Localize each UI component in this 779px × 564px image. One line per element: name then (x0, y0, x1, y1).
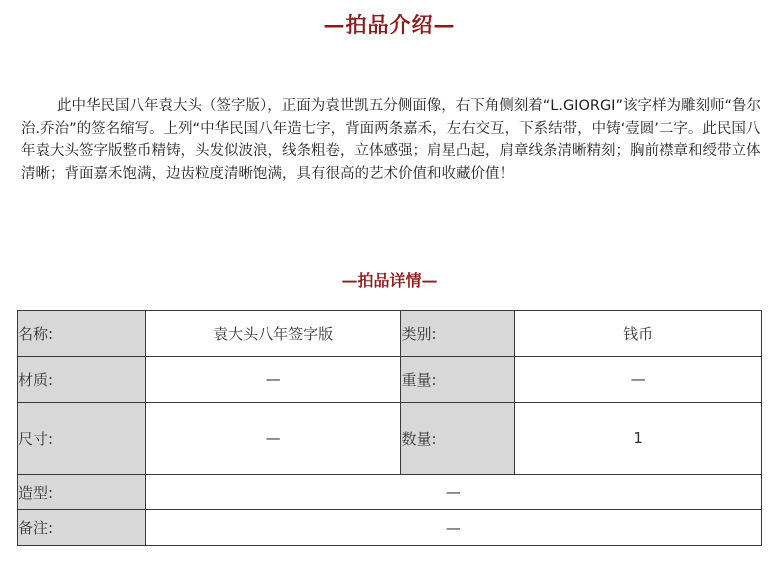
size-value: — (145, 402, 401, 474)
lot-details-title: —拍品详情— (341, 271, 438, 290)
table-row (18, 402, 762, 474)
table-row (18, 356, 762, 402)
quantity-label: 数量: (401, 402, 515, 474)
material-label: 材质: (18, 356, 146, 402)
category-value: 钱币 (515, 311, 762, 357)
size-label: 尺寸: (18, 402, 146, 474)
quantity-value: 1 (515, 402, 762, 474)
shape-label: 造型: (18, 474, 146, 510)
weight-value: — (515, 356, 762, 402)
category-label: 类别: (401, 311, 515, 357)
table-row (18, 311, 762, 357)
name-value: 袁大头八年签字版 (145, 311, 401, 357)
material-value: — (145, 356, 401, 402)
lot-introduction-title: —拍品介绍— (323, 12, 456, 37)
note-label: 备注: (18, 510, 146, 546)
table-row (18, 510, 762, 546)
table-row (18, 474, 762, 510)
shape-value: — (145, 474, 761, 510)
note-value: — (145, 510, 761, 546)
name-label: 名称: (18, 311, 146, 357)
weight-label: 重量: (401, 356, 515, 402)
lot-introduction-text: 此中华民国八年袁大头（签字版），正面为袁世凯五分侧面像，右下角侧刻着“L.GIORGI”该字样为雕刻师“鲁尔治.乔治”的签名缩写。上列“中华民国八年造七字，背面两条嘉禾，左右交互，下系结带，中铸‘壹圆’二字。此民国八年袁大头签字版整币精铸，头发似波浪，线条粗卷，立体感强；肩星凸起，肩章线条清晰精刻；胸前襟章和绶带立体清晰；背面嘉禾饱满，边齿粒度清晰饱满，具有很高的艺术价值和收藏价值！ (21, 98, 761, 182)
lot-details-table (17, 310, 762, 546)
